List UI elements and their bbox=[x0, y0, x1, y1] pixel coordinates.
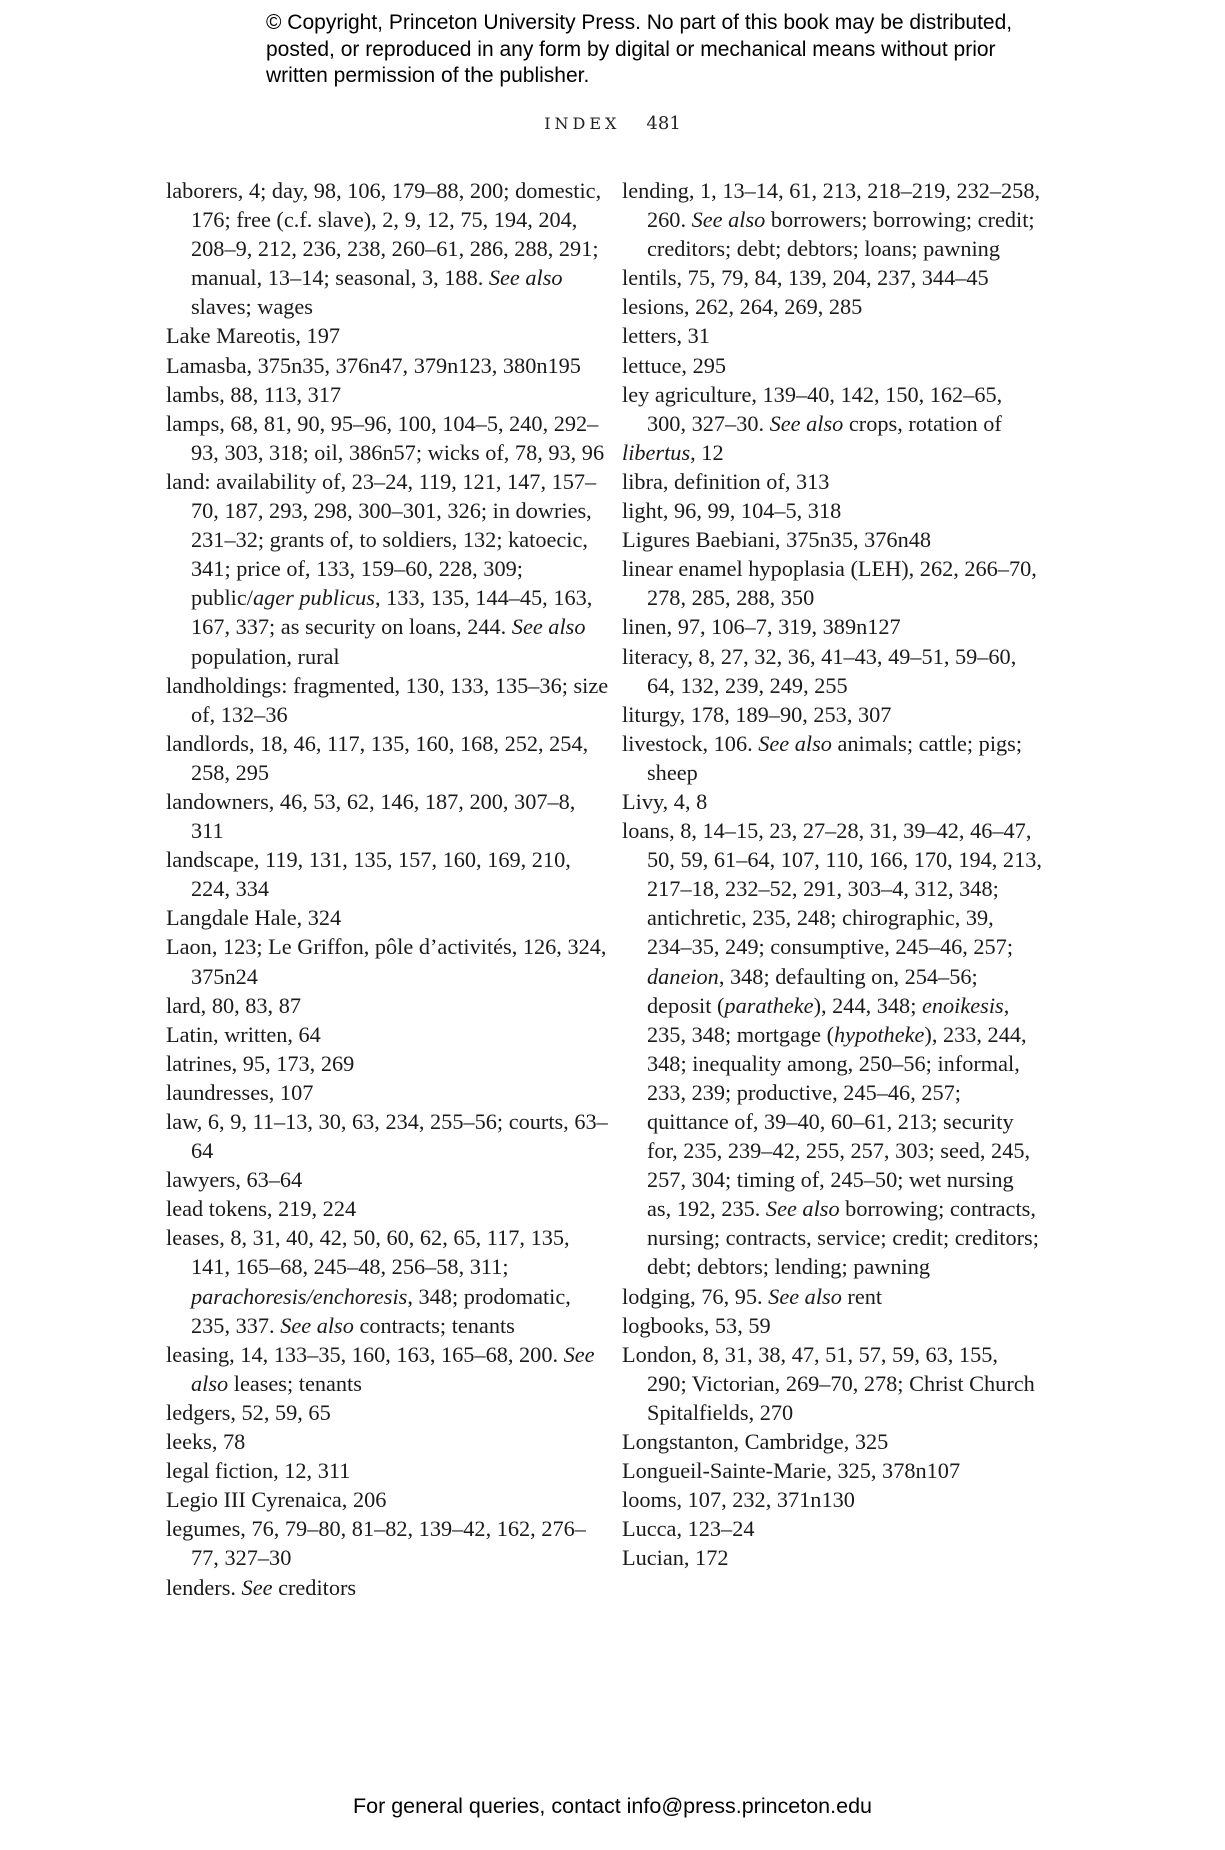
index-entry: Livy, 4, 8 bbox=[622, 788, 708, 814]
index-entry: linear enamel hypoplasia (LEH), 262, 266–70, 278, 285, 288, 350 bbox=[622, 556, 1037, 611]
index-column-left bbox=[166, 176, 611, 1602]
index-column-right bbox=[622, 176, 1042, 1573]
index-entry: landholdings: fragmented, 130, 133, 135–36; size of, 132–36 bbox=[166, 672, 609, 727]
index-entry: leases, 8, 31, 40, 42, 50, 60, 62, 65, 117, 135, 141, 165–68, 245–48, 256–58, 311; parachoresis/enchoresis, 348; prodomatic, 235, 337. See also contracts; tenants bbox=[166, 1225, 571, 1338]
index-entry: Longstanton, Cambridge, 325 bbox=[622, 1429, 889, 1455]
index-entry: landscape, 119, 131, 135, 157, 160, 169, 210, 224, 334 bbox=[166, 847, 571, 902]
index-entry: lamps, 68, 81, 90, 95–96, 100, 104–5, 240, 292–93, 303, 318; oil, 386n57; wicks of, 78, 93, 96 bbox=[166, 410, 605, 465]
index-entry: lodging, 76, 95. See also rent bbox=[622, 1283, 883, 1309]
running-head-label: INDEX bbox=[544, 114, 621, 133]
index-entry: Ligures Baebiani, 375n35, 376n48 bbox=[622, 527, 932, 553]
index-entry: loans, 8, 14–15, 23, 27–28, 31, 39–42, 46–47, 50, 59, 61–64, 107, 110, 166, 170, 194, 213, 217–18, 232–52, 291, 303–4, 312, 348; antichretic, 235, 248; chirographic, 39, 234–35, 249; consumptive, 245–46, 257; daneion, 348; defaulting on, 254–56; deposit (paratheke), 244, 348; enoikesis, 235, 348; mortgage (hypotheke), 233, 244, 348; inequality among, 250–56; informal, 233, 239; productive, 245–46, 257; quittance of, 39–40, 60–61, 213; security for, 235, 239–42, 255, 257, 303; seed, 245, 257, 304; timing of, 245–50; wet nursing as, 192, 235. See also borrowing; contracts, nursing; contracts, service; credit; creditors; debt; debtors; lending; pawning bbox=[622, 818, 1042, 1280]
index-entry: Lake Mareotis, 197 bbox=[166, 323, 340, 349]
index-entry: logbooks, 53, 59 bbox=[622, 1312, 771, 1338]
index-entry: London, 8, 31, 38, 47, 51, 57, 59, 63, 155, 290; Victorian, 269–70, 278; Christ Church Spitalfields, 270 bbox=[622, 1341, 1035, 1425]
index-entry: lentils, 75, 79, 84, 139, 204, 237, 344–45 bbox=[622, 265, 989, 291]
index-entry: lettuce, 295 bbox=[622, 352, 727, 378]
footer-contact: For general queries, contact info@press.princeton.edu bbox=[352, 1794, 872, 1818]
index-entry: livestock, 106. See also animals; cattle; pigs; sheep bbox=[622, 730, 1023, 785]
index-entry: lenders. See creditors bbox=[166, 1574, 357, 1600]
index-entry: libra, definition of, 313 bbox=[622, 468, 830, 494]
page-number: 481 bbox=[646, 113, 681, 134]
index-entry: ledgers, 52, 59, 65 bbox=[166, 1399, 331, 1425]
index-entry: libertus, 12 bbox=[622, 439, 724, 465]
index-entry: Lucian, 172 bbox=[622, 1545, 729, 1571]
index-entry: land: availability of, 23–24, 119, 121, 147, 157–70, 187, 293, 298, 300–301, 326; in dowries, 231–32; grants of, to soldiers, 132; katoecic, 341; price of, 133, 159–60, 228, 309; public/ager publicus, 133, 135, 144–45, 163, 167, 337; as security on loans, 244. See also population, rural bbox=[166, 468, 597, 669]
index-entry: lawyers, 63–64 bbox=[166, 1167, 303, 1193]
index-entry: lard, 80, 83, 87 bbox=[166, 992, 302, 1018]
index-entry: lending, 1, 13–14, 61, 213, 218–219, 232–258, 260. See also borrowers; borrowing; credit; creditors; debt; debtors; loans; pawning bbox=[622, 178, 1041, 262]
index-entry: legal fiction, 12, 311 bbox=[166, 1458, 351, 1484]
index-entry: landlords, 18, 46, 117, 135, 160, 168, 252, 254, 258, 295 bbox=[166, 730, 589, 785]
index-entry: Langdale Hale, 324 bbox=[166, 905, 342, 931]
index-entry: Legio III Cyrenaica, 206 bbox=[166, 1487, 387, 1513]
index-entry: latrines, 95, 173, 269 bbox=[166, 1050, 355, 1076]
index-entry: liturgy, 178, 189–90, 253, 307 bbox=[622, 701, 892, 727]
index-entry: Laon, 123; Le Griffon, pôle d’activités, 126, 324, 375n24 bbox=[166, 934, 607, 989]
index-entry: lead tokens, 219, 224 bbox=[166, 1196, 357, 1222]
index-entry: Longueil-Sainte-Marie, 325, 378n107 bbox=[622, 1458, 961, 1484]
index-entry: leasing, 14, 133–35, 160, 163, 165–68, 200. See also leases; tenants bbox=[166, 1341, 595, 1396]
index-entry: legumes, 76, 79–80, 81–82, 139–42, 162, 276–77, 327–30 bbox=[166, 1516, 586, 1571]
index-entry: ley agriculture, 139–40, 142, 150, 162–65, 300, 327–30. See also crops, rotation of bbox=[622, 381, 1003, 436]
index-entry: leeks, 78 bbox=[166, 1429, 246, 1455]
index-entry: lambs, 88, 113, 317 bbox=[166, 381, 342, 407]
index-entry: looms, 107, 232, 371n130 bbox=[622, 1487, 855, 1513]
index-entry: Latin, written, 64 bbox=[166, 1021, 321, 1047]
index-entry: light, 96, 99, 104–5, 318 bbox=[622, 498, 842, 524]
index-entry: linen, 97, 106–7, 319, 389n127 bbox=[622, 614, 901, 640]
copyright-notice: © Copyright, Princeton University Press. No part of this book may be distributed, posted, or reproduced in any form by digital or mechanical means without prior written permission of the publisher. bbox=[266, 11, 1013, 87]
index-entry: Lamasba, 375n35, 376n47, 379n123, 380n195 bbox=[166, 352, 581, 378]
running-head bbox=[0, 113, 1225, 134]
index-entry: landowners, 46, 53, 62, 146, 187, 200, 307–8, 311 bbox=[166, 788, 576, 844]
index-entry: laundresses, 107 bbox=[166, 1079, 314, 1105]
index-entry: law, 6, 9, 11–13, 30, 63, 234, 255–56; courts, 63–64 bbox=[166, 1109, 608, 1164]
index-entry: letters, 31 bbox=[622, 323, 710, 349]
index-entry: lesions, 262, 264, 269, 285 bbox=[622, 294, 863, 320]
index-entry: Lucca, 123–24 bbox=[622, 1516, 755, 1542]
index-entry: laborers, 4; day, 98, 106, 179–88, 200; domestic, 176; free (c.f. slave), 2, 9, 12, 75, 194, 204, 208–9, 212, 236, 238, 260–61, 286, 288, 291; manual, 13–14; seasonal, 3, 188. See also slaves; wages bbox=[166, 178, 602, 320]
index-entry: literacy, 8, 27, 32, 36, 41–43, 49–51, 59–60, 64, 132, 239, 249, 255 bbox=[622, 643, 1017, 698]
